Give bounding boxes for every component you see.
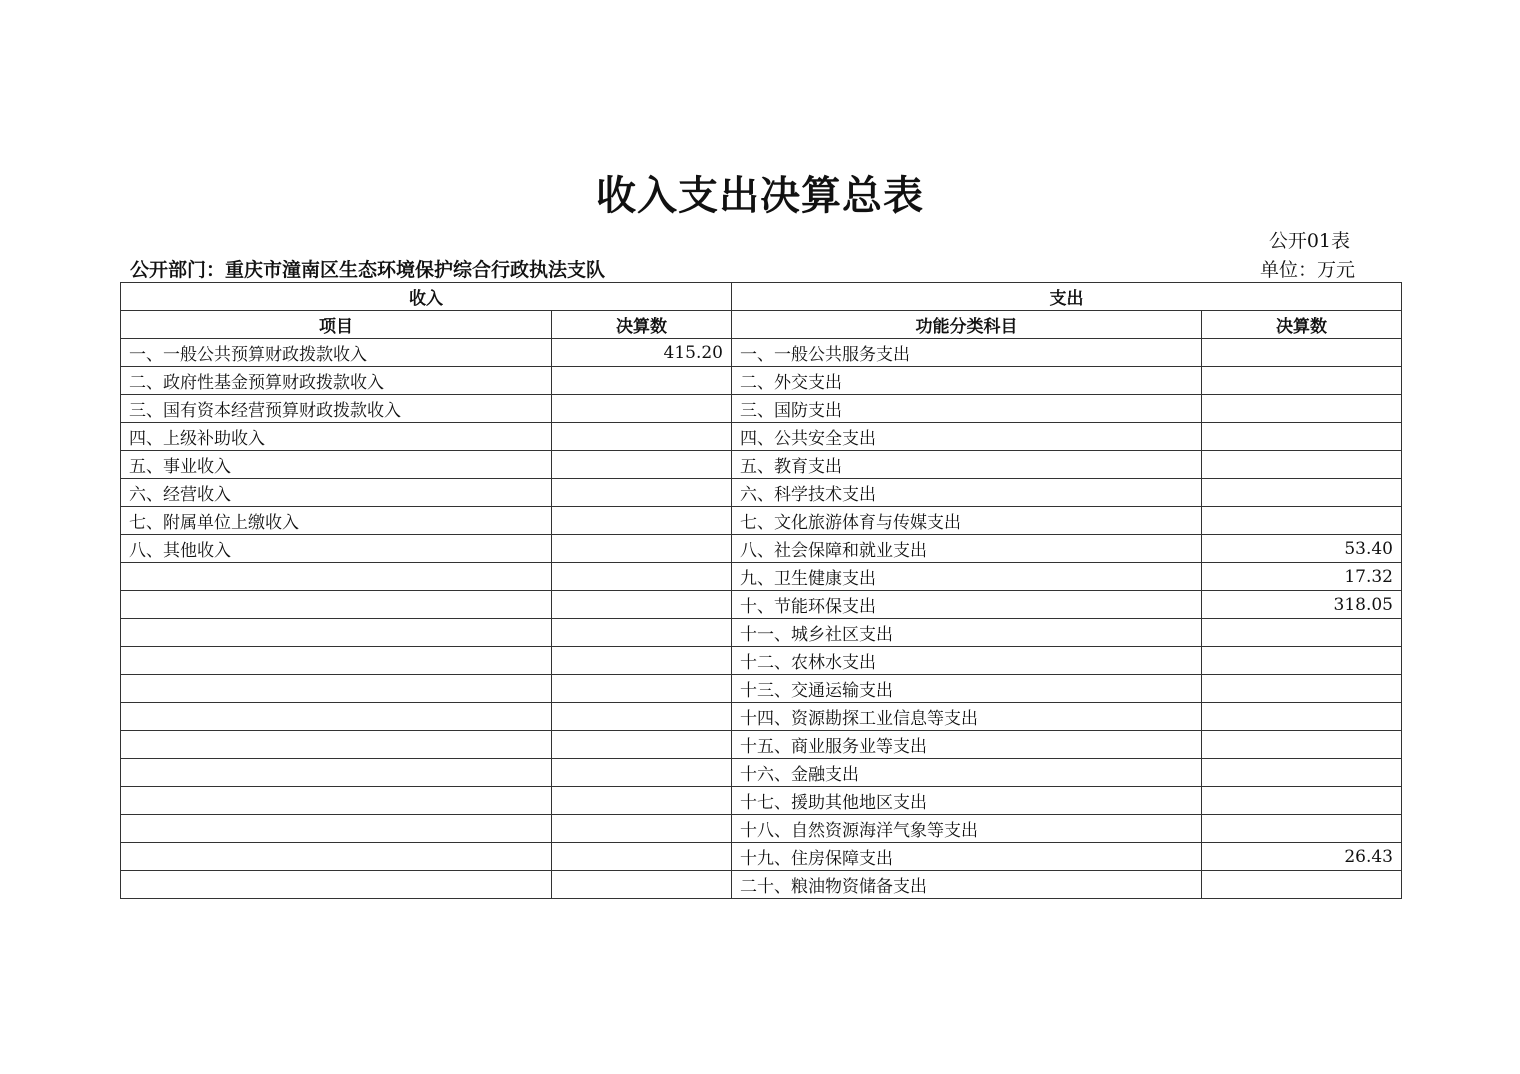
income-item-cell: 三、国有资本经营预算财政拨款收入 bbox=[121, 395, 552, 423]
income-amount-cell bbox=[552, 619, 732, 647]
expense-amount-header: 决算数 bbox=[1202, 311, 1402, 339]
table-row bbox=[121, 787, 1402, 815]
expense-amount-cell bbox=[1202, 507, 1402, 535]
table-row bbox=[121, 423, 1402, 451]
expense-amount-cell bbox=[1202, 423, 1402, 451]
unit-label: 单位：万元 bbox=[1259, 259, 1355, 281]
expense-item-cell: 六、科学技术支出 bbox=[732, 479, 1202, 507]
table-row bbox=[121, 619, 1402, 647]
income-item-cell: 四、上级补助收入 bbox=[121, 423, 552, 451]
income-item-cell: 一、一般公共预算财政拨款收入 bbox=[121, 339, 552, 367]
income-item-cell bbox=[121, 731, 552, 759]
income-amount-cell bbox=[552, 787, 732, 815]
expense-amount-cell bbox=[1202, 787, 1402, 815]
table-row bbox=[121, 871, 1402, 899]
table-row bbox=[121, 731, 1402, 759]
income-amount-cell bbox=[552, 535, 732, 563]
form-number: 公开01表 bbox=[1268, 230, 1350, 252]
table-row bbox=[121, 843, 1402, 871]
expense-amount-cell bbox=[1202, 479, 1402, 507]
expense-amount-cell bbox=[1202, 703, 1402, 731]
expense-item-cell: 八、社会保障和就业支出 bbox=[732, 535, 1202, 563]
expense-item-cell: 十八、自然资源海洋气象等支出 bbox=[732, 815, 1202, 843]
expense-amount-cell bbox=[1202, 759, 1402, 787]
income-amount-header: 决算数 bbox=[552, 311, 732, 339]
income-item-cell: 二、政府性基金预算财政拨款收入 bbox=[121, 367, 552, 395]
income-item-cell bbox=[121, 759, 552, 787]
table-row bbox=[121, 367, 1402, 395]
expense-amount-cell bbox=[1202, 619, 1402, 647]
income-item-cell bbox=[121, 619, 552, 647]
expense-item-cell: 二十、粮油物资储备支出 bbox=[732, 871, 1202, 899]
income-item-cell bbox=[121, 647, 552, 675]
income-item-cell bbox=[121, 563, 552, 591]
expense-header: 支出 bbox=[732, 283, 1402, 311]
expense-amount-cell bbox=[1202, 395, 1402, 423]
table-row bbox=[121, 563, 1402, 591]
income-amount-cell bbox=[552, 591, 732, 619]
expense-amount-cell: 26.43 bbox=[1202, 843, 1402, 871]
expense-item-cell: 十七、援助其他地区支出 bbox=[732, 787, 1202, 815]
budget-table bbox=[120, 282, 1402, 899]
table-row bbox=[121, 815, 1402, 843]
income-amount-cell bbox=[552, 871, 732, 899]
income-item-cell bbox=[121, 703, 552, 731]
table-row bbox=[121, 703, 1402, 731]
income-item-cell: 五、事业收入 bbox=[121, 451, 552, 479]
expense-item-cell: 七、文化旅游体育与传媒支出 bbox=[732, 507, 1202, 535]
expense-amount-cell: 318.05 bbox=[1202, 591, 1402, 619]
expense-item-cell: 十、节能环保支出 bbox=[732, 591, 1202, 619]
expense-item-cell: 五、教育支出 bbox=[732, 451, 1202, 479]
income-amount-cell bbox=[552, 731, 732, 759]
income-amount-cell bbox=[552, 815, 732, 843]
expense-item-cell: 九、卫生健康支出 bbox=[732, 563, 1202, 591]
income-item-cell: 七、附属单位上缴收入 bbox=[121, 507, 552, 535]
income-amount-cell bbox=[552, 703, 732, 731]
expense-item-cell: 三、国防支出 bbox=[732, 395, 1202, 423]
page-title: 收入支出决算总表 bbox=[596, 173, 924, 219]
expense-amount-cell bbox=[1202, 647, 1402, 675]
department-label: 公开部门：重庆市潼南区生态环境保护综合行政执法支队 bbox=[130, 259, 606, 281]
income-item-cell bbox=[121, 787, 552, 815]
income-item-cell: 六、经营收入 bbox=[121, 479, 552, 507]
table-row bbox=[121, 507, 1402, 535]
income-item-cell bbox=[121, 843, 552, 871]
income-amount-cell bbox=[552, 423, 732, 451]
income-item-cell bbox=[121, 675, 552, 703]
income-item-cell: 八、其他收入 bbox=[121, 535, 552, 563]
expense-item-header: 功能分类科目 bbox=[732, 311, 1202, 339]
expense-item-cell: 十六、金融支出 bbox=[732, 759, 1202, 787]
table-row bbox=[121, 759, 1402, 787]
expense-amount-cell bbox=[1202, 367, 1402, 395]
income-amount-cell bbox=[552, 367, 732, 395]
income-amount-cell bbox=[552, 675, 732, 703]
header-row-group bbox=[121, 283, 1402, 311]
table-row bbox=[121, 591, 1402, 619]
expense-item-cell: 四、公共安全支出 bbox=[732, 423, 1202, 451]
expense-amount-cell bbox=[1202, 815, 1402, 843]
expense-item-cell: 二、外交支出 bbox=[732, 367, 1202, 395]
table-row bbox=[121, 395, 1402, 423]
expense-item-cell: 十二、农林水支出 bbox=[732, 647, 1202, 675]
income-item-cell bbox=[121, 591, 552, 619]
expense-item-cell: 十九、住房保障支出 bbox=[732, 843, 1202, 871]
income-amount-cell bbox=[552, 507, 732, 535]
income-amount-cell bbox=[552, 647, 732, 675]
income-amount-cell bbox=[552, 479, 732, 507]
expense-amount-cell bbox=[1202, 731, 1402, 759]
table-row bbox=[121, 675, 1402, 703]
income-amount-cell bbox=[552, 395, 732, 423]
expense-amount-cell bbox=[1202, 451, 1402, 479]
table-row bbox=[121, 479, 1402, 507]
header-row-columns bbox=[121, 311, 1402, 339]
income-header: 收入 bbox=[121, 283, 732, 311]
income-item-header: 项目 bbox=[121, 311, 552, 339]
table-body bbox=[121, 339, 1402, 899]
expense-amount-cell: 17.32 bbox=[1202, 563, 1402, 591]
expense-item-cell: 十三、交通运输支出 bbox=[732, 675, 1202, 703]
expense-item-cell: 十一、城乡社区支出 bbox=[732, 619, 1202, 647]
income-amount-cell: 415.20 bbox=[552, 339, 732, 367]
income-amount-cell bbox=[552, 563, 732, 591]
expense-amount-cell bbox=[1202, 675, 1402, 703]
table-row bbox=[121, 339, 1402, 367]
income-item-cell bbox=[121, 815, 552, 843]
table-row bbox=[121, 535, 1402, 563]
income-amount-cell bbox=[552, 451, 732, 479]
expense-amount-cell bbox=[1202, 871, 1402, 899]
income-amount-cell bbox=[552, 843, 732, 871]
expense-amount-cell: 53.40 bbox=[1202, 535, 1402, 563]
expense-amount-cell bbox=[1202, 339, 1402, 367]
table-row bbox=[121, 451, 1402, 479]
expense-item-cell: 十五、商业服务业等支出 bbox=[732, 731, 1202, 759]
income-item-cell bbox=[121, 871, 552, 899]
expense-item-cell: 十四、资源勘探工业信息等支出 bbox=[732, 703, 1202, 731]
income-amount-cell bbox=[552, 759, 732, 787]
table-row bbox=[121, 647, 1402, 675]
expense-item-cell: 一、一般公共服务支出 bbox=[732, 339, 1202, 367]
